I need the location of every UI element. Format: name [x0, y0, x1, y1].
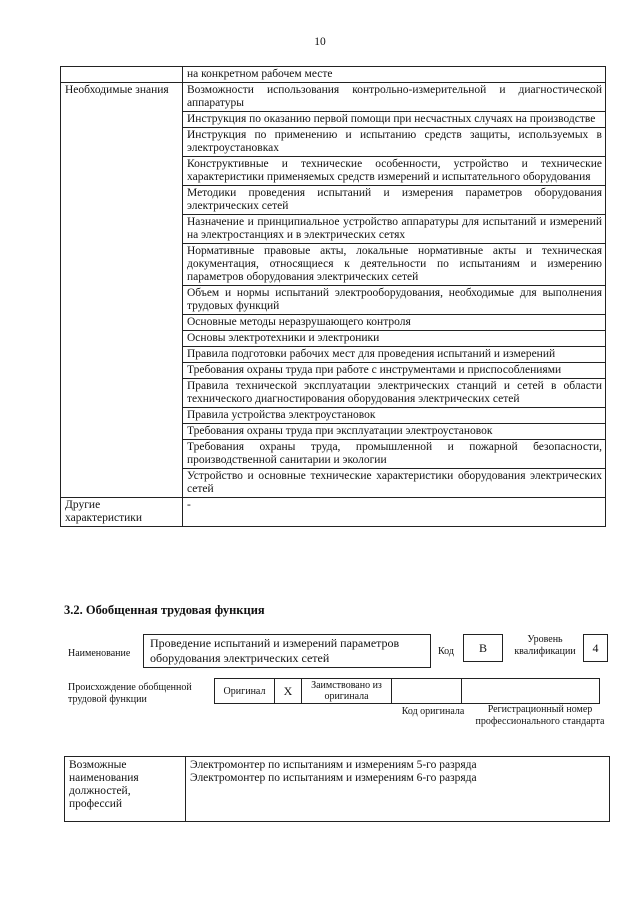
origin-table [214, 678, 600, 704]
other-characteristics-value: - [183, 498, 606, 527]
section-title: 3.2. Обобщенная трудовая функция [64, 603, 265, 617]
positions-label: Возможные наименования должностей, профессий [65, 757, 186, 822]
borrowed-label: Заимствовано из оригинала [302, 679, 392, 704]
table-row [65, 757, 610, 822]
table-row [61, 83, 606, 112]
name-label: Наименование [68, 648, 131, 659]
positions-list [186, 757, 610, 822]
original-code-cell [392, 679, 462, 704]
knowledge-item: Нормативные правовые акты, локальные нормативные акты и техническая документация, относящиеся к деятельности по испытаниям и измерению параметров оборудования электрических сетей [183, 244, 606, 286]
knowledge-item: Требования охраны труда при работе с инструментами и приспособлениями [183, 363, 606, 379]
knowledge-table [60, 66, 606, 527]
knowledge-item: Правила подготовки рабочих мест для проведения испытаний и измерений [183, 347, 606, 363]
function-name-box: Проведение испытаний и измерений параметров оборудования электрических сетей [143, 634, 431, 668]
knowledge-label: Необходимые знания [61, 83, 183, 498]
position-item: Электромонтер по испытаниям и измерениям 5-го разряда [190, 759, 477, 771]
qualification-level-box: 4 [583, 634, 608, 662]
table-row [61, 67, 606, 83]
qualification-level-label: Уровень квалификации [514, 634, 576, 657]
code-label: Код [438, 646, 454, 657]
continuation-text: на конкретном рабочем месте [183, 67, 606, 83]
other-characteristics-label: Другие характеристики [61, 498, 183, 527]
knowledge-item: Требования охраны труда при эксплуатации электроустановок [183, 424, 606, 440]
knowledge-item: Основные методы неразрушающего контроля [183, 315, 606, 331]
empty-label-cell [61, 67, 183, 83]
registration-number-caption: Регистрационный номер профессионального стандарта [475, 704, 605, 727]
knowledge-item: Инструкция по применению и испытанию средств защиты, используемых в электроустановках [183, 128, 606, 157]
knowledge-item: Правила технической эксплуатации электрических станций и сетей в области технического диагностирования оборудования электрических сетей [183, 379, 606, 408]
knowledge-item: Конструктивные и технические особенности, устройство и технические характеристики применяемых средств измерений и испытательного оборудования [183, 157, 606, 186]
knowledge-item: Методики проведения испытаний и измерения параметров оборудования электрических сетей [183, 186, 606, 215]
knowledge-item: Возможности использования контрольно-измерительной и диагностической аппаратуры [183, 83, 606, 112]
position-item: Электромонтер по испытаниям и измерениям 6-го разряда [190, 772, 477, 784]
positions-table [64, 756, 610, 822]
registration-number-cell [462, 679, 600, 704]
code-value-box: В [463, 634, 503, 662]
knowledge-item: Назначение и принципиальное устройство аппаратуры для испытаний и измерений на электростанциях и в электрических сетях [183, 215, 606, 244]
page-number: 10 [314, 36, 326, 48]
origin-label: Происхождение обобщенной трудовой функции [68, 682, 192, 705]
knowledge-item: Основы электротехники и электроники [183, 331, 606, 347]
table-row [215, 679, 600, 704]
table-row [61, 498, 606, 527]
original-mark: X [275, 679, 302, 704]
knowledge-item: Устройство и основные технические характеристики оборудования электрических сетей [183, 469, 606, 498]
knowledge-item: Требования охраны труда, промышленной и пожарной безопасности, производственной санитарии и экологии [183, 440, 606, 469]
knowledge-item: Правила устройства электроустановок [183, 408, 606, 424]
original-label: Оригинал [215, 679, 275, 704]
knowledge-item: Инструкция по оказанию первой помощи при несчастных случаях на производстве [183, 112, 606, 128]
code-caption: Код оригинала [401, 706, 465, 717]
knowledge-item: Объем и нормы испытаний электрооборудования, необходимые для выполнения трудовых функций [183, 286, 606, 315]
